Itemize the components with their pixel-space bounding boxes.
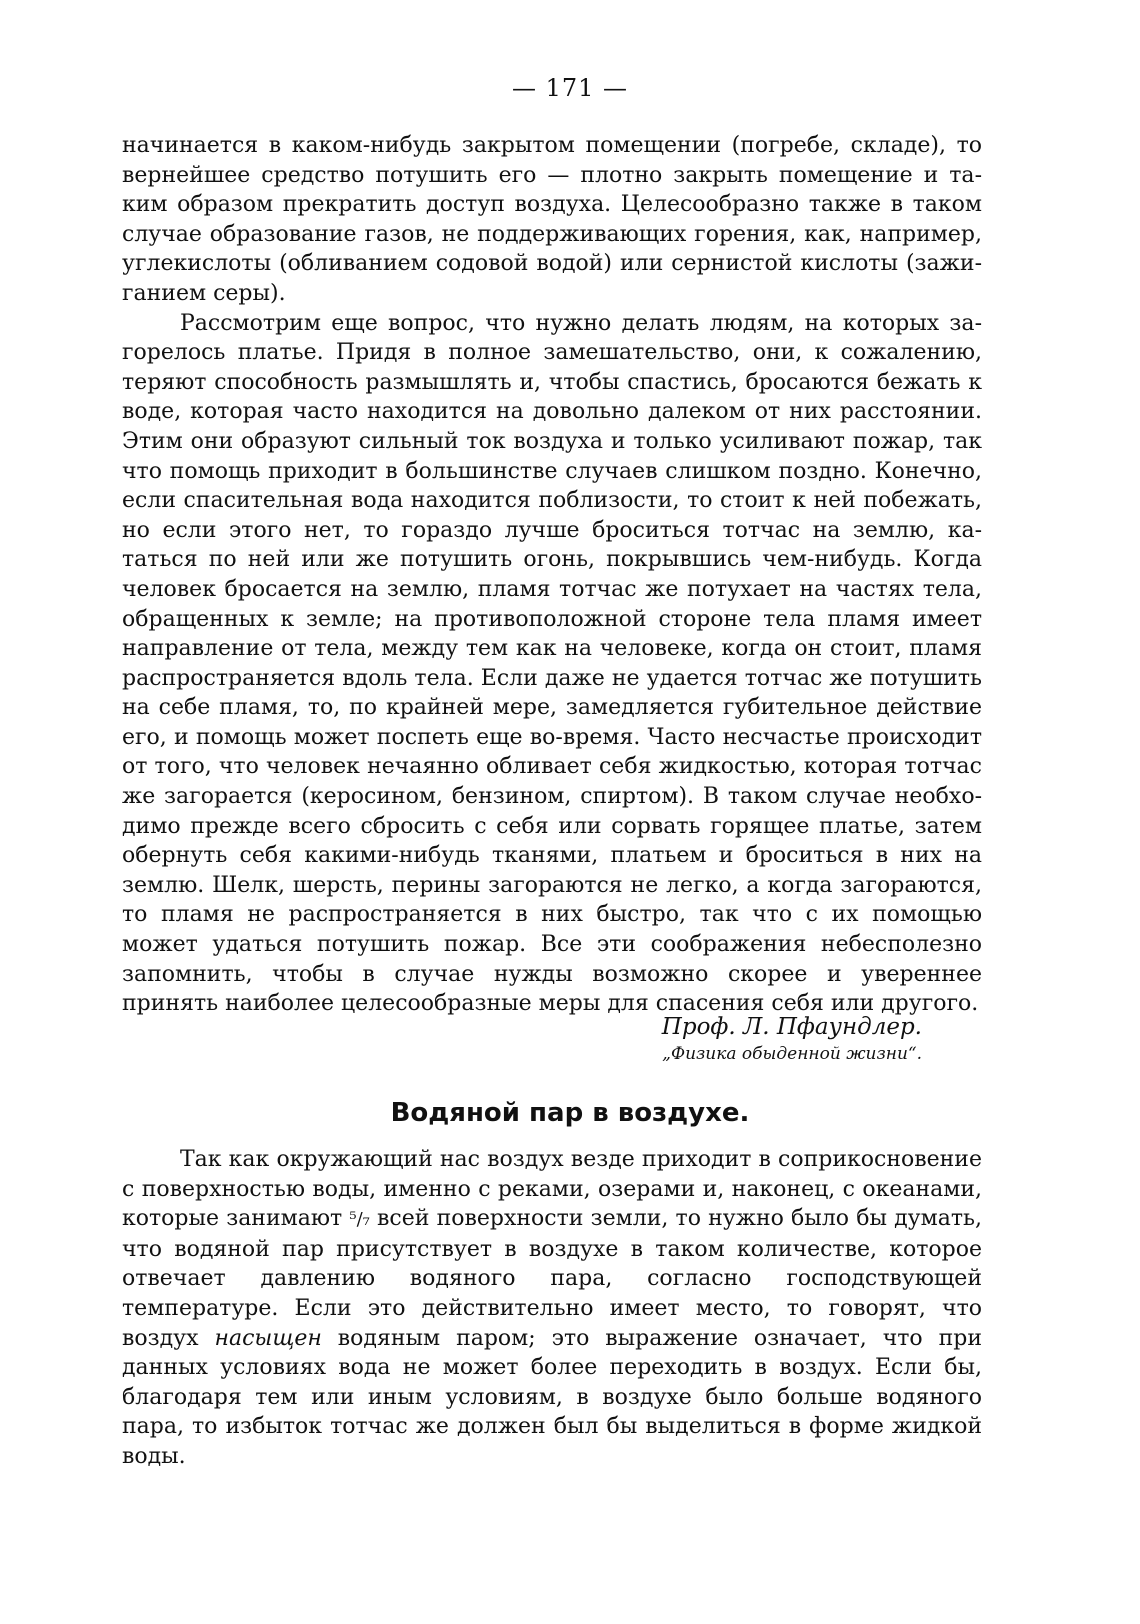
- source-title: „Физика обыденной жизни“.: [662, 1044, 922, 1064]
- article-fire-text: [122, 131, 982, 1019]
- emphasized-word: насыщен: [214, 1325, 322, 1351]
- paragraph-text-part2: всей поверхности земли, то нужно было бы думать, что водяной пар присутствует в воздухе в таком количестве, которое отвечает давлению водяного пара, согласно господствующей температуре. Если это действительно имеет место, то говорят, что воздух: [122, 1206, 982, 1351]
- fraction-five-sevenths: ⁵/₇: [349, 1209, 370, 1231]
- section-heading: Водяной пар в воздухе.: [390, 1098, 750, 1128]
- paragraph-water-vapor: [122, 1145, 982, 1472]
- page-number: — 171 —: [511, 74, 629, 102]
- paragraph-text-part1: Так как окружающий нас воздух везде приходит в соприкосновение с поверхностью воды, именно с реками, озерами и, наконец, с океанами, которые занимают: [122, 1147, 982, 1232]
- author-name: Проф. Л. Пфаундлер.: [661, 1014, 922, 1040]
- author-attribution: [662, 1012, 922, 1066]
- paragraph-text-part3: водяным паром; это выражение означает, что при данных условиях вода не может более переходить в воздух. Если бы, благодаря тем или иным условиям, в воздухе было больше водяного пара, то избыток тотчас же должен был бы выделиться в форме жидкой воды.: [122, 1325, 983, 1469]
- paragraph-continuation: начинается в каком-нибудь закрытом помещении (погребе, складе), то вернейшее средство потушить его — плотно закрыть помещение и таким образом прекратить доступ воздуха. Целесообразно также в таком случае образование газов, не поддерживающих горения, как, например, углекислоты (обливанием содовой водой) или сернистой кислоты (зажиганием серы).: [122, 133, 982, 306]
- paragraph-burning-clothes: Рассмотрим еще вопрос, что нужно делать людям, на которых загорелось платье. Придя в полное замешательство, они, к сожалению, теряют способность размышлять и, чтобы спастись, бросаются бежать к воде, которая часто находится на довольно далеком от них расстоянии. Этим они образуют сильный ток воздуха и только усиливают пожар, так что помощь приходит в большинстве случаев слишком поздно. Конечно, если спасительная вода находится поблизости, то стоит к ней побежать, но если этого нет, то гораздо лучше броситься тотчас на землю, кататься по ней или же потушить огонь, покрывшись чем-нибудь. Когда человек бросается на землю, пламя тотчас же потухает на частях тела, обращенных к земле; на противоположной стороне тела пламя имеет направление от тела, между тем как на человеке, когда он стоит, пламя распространяется вдоль тела. Если даже не удается тотчас же потушить на себе пламя, то, по крайней мере, замедляется губительное действие его, и помощь может поспеть еще во-время. Часто несчастье происходит от того, что человек нечаянно обливает себя жидкостью, которая тотчас же загорается (керосином, бензином, спиртом). В таком случае необходимо прежде всего сбросить с себя или сорвать горящее платье, затем обернуть себя какими-нибудь тканями, платьем и броситься в них на землю. Шелк, шерсть, перины загораются не легко, а когда загораются, то пламя не распространяется в них быстро, так что с их помощью может удаться потушить пожар. Все эти соображения небесполезно запомнить, чтобы в случае нужды возможно скорее и увереннее принять наиболее целесообразные меры для спасения себя или другого.: [122, 310, 982, 1017]
- article-vapor-text: [122, 1145, 982, 1472]
